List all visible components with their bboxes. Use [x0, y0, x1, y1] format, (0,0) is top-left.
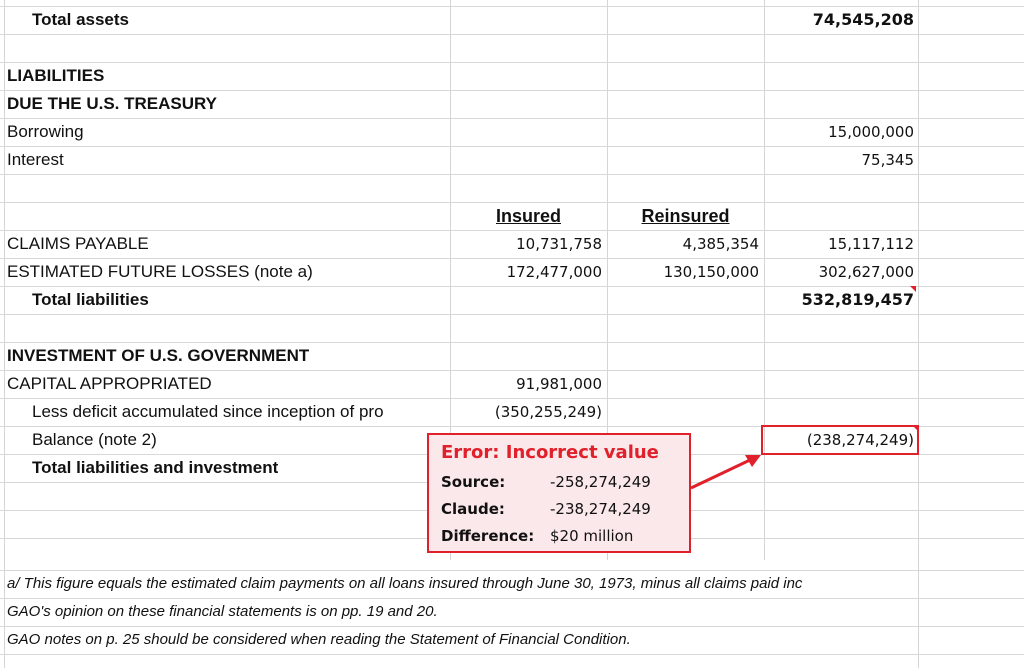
claims-payable-label[interactable]: CLAIMS PAYABLE	[7, 234, 149, 253]
estimated-losses-label[interactable]: ESTIMATED FUTURE LOSSES (note a)	[7, 262, 313, 281]
note-text[interactable]: GAO notes on p. 25 should be considered when reading the Statement of Financial Condition.	[7, 631, 631, 648]
note-text[interactable]: GAO's opinion on these financial statements is on pp. 19 and 20.	[7, 603, 438, 620]
difference-label: Difference:	[441, 527, 535, 545]
estimated-losses-total[interactable]: 302,627,000	[818, 263, 914, 281]
estimated-losses-insured[interactable]: 172,477,000	[506, 263, 602, 281]
balance-value[interactable]: (238,274,249)	[806, 431, 914, 449]
balance-label[interactable]: Balance (note 2)	[32, 430, 157, 449]
borrowing-value[interactable]: 15,000,000	[828, 123, 914, 141]
source-label: Source:	[441, 473, 506, 491]
total-liabilities-value[interactable]: 532,819,457	[801, 290, 914, 309]
total-liabilities-label[interactable]: Total liabilities	[32, 290, 149, 309]
error-callout	[427, 433, 691, 553]
claude-label: Claude:	[441, 500, 505, 518]
claims-payable-insured[interactable]: 10,731,758	[516, 235, 602, 253]
less-deficit-label[interactable]: Less deficit accumulated since inception of pro	[32, 402, 384, 421]
difference-value: $20 million	[550, 527, 634, 545]
claude-value: -238,274,249	[550, 500, 651, 518]
investment-heading[interactable]: INVESTMENT OF U.S. GOVERNMENT	[7, 346, 310, 365]
claims-payable-total[interactable]: 15,117,112	[828, 235, 914, 253]
insured-header[interactable]: Insured	[495, 206, 561, 226]
error-title: Error: Incorrect value	[441, 442, 659, 463]
interest-value[interactable]: 75,345	[861, 151, 914, 169]
estimated-losses-reinsured[interactable]: 130,150,000	[663, 263, 759, 281]
treasury-heading[interactable]: DUE THE U.S. TREASURY	[7, 94, 218, 113]
interest-label[interactable]: Interest	[7, 150, 64, 169]
total-liab-investment-label[interactable]: Total liabilities and investment	[32, 458, 279, 477]
note-text[interactable]: a/ This figure equals the estimated claim payments on all loans insured through June 30, 1973, minus all claims paid inc	[7, 575, 803, 592]
total-assets-label[interactable]: Total assets	[32, 10, 130, 29]
capital-appropriated-insured[interactable]: 91,981,000	[516, 375, 602, 393]
capital-appropriated-label[interactable]: CAPITAL APPROPRIATED	[7, 374, 212, 393]
liabilities-heading[interactable]: LIABILITIES	[7, 66, 105, 85]
borrowing-label[interactable]: Borrowing	[7, 122, 84, 141]
claims-payable-reinsured[interactable]: 4,385,354	[682, 235, 759, 253]
source-value: -258,274,249	[550, 473, 651, 491]
total-assets-value[interactable]: 74,545,208	[812, 10, 914, 29]
reinsured-header[interactable]: Reinsured	[641, 206, 730, 226]
less-deficit-insured[interactable]: (350,255,249)	[494, 403, 602, 421]
